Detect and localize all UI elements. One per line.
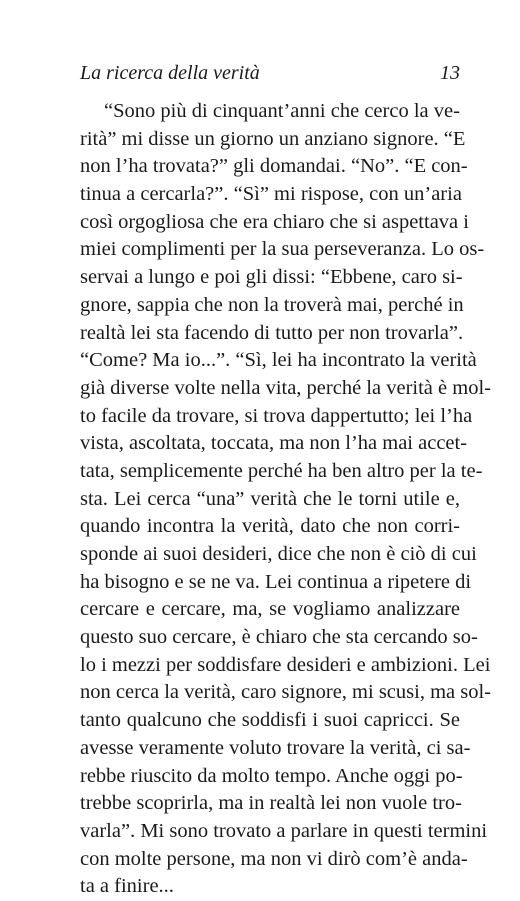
text-line: quando incontra la verità, dato che non corri- [80, 515, 460, 538]
text-line: “Sono più di cinquant’anni che cerco la ve- [104, 100, 460, 122]
text-line: trebbe scoprirla, ma in realtà lei non vuole tro- [80, 792, 462, 815]
text-line: sponde ai suoi desideri, dice che non è ciò di cui [80, 543, 477, 565]
text-line: così orgogliosa che era chiaro che si aspettava i [80, 210, 469, 233]
text-line: già diverse volte nella vita, perché la verità è mol- [80, 376, 491, 399]
text-line: ha bisogno e se ne va. Lei continua a ripetere di [80, 570, 472, 593]
text-line: rità” mi disse un giorno un anziano signore. “E [80, 127, 466, 150]
running-head [80, 60, 460, 86]
book-page [80, 0, 491, 898]
text-line: gnore, sappia che non la troverà mai, perché in [80, 293, 464, 316]
text-line: cercare e cercare, ma, se vogliamo analizzare [80, 598, 460, 621]
text-line: non l’ha trovata?” gli domandai. “No”. “E con- [80, 155, 468, 178]
text-line: questo suo cercare, è chiaro che sta cercando so- [80, 626, 478, 649]
text-line: non cerca la verità, caro signore, mi scusi, ma sol- [80, 681, 491, 704]
text-line: tanto qualcuno che soddisfi i suoi capricci. Se [80, 709, 460, 732]
text-line: con molte persone, ma non vi dirò com’è anda- [80, 847, 468, 870]
text-line: vista, ascoltata, toccata, ma non l’ha mai accet- [80, 432, 468, 455]
text-line: tinua a cercarla?”. “Sì” mi rispose, con un’aria [80, 183, 462, 206]
text-line: avesse veramente voluto trovare la verità, ci sa- [80, 736, 471, 759]
text-line: servai a lungo e poi gli dissi: “Ebbene, caro si- [80, 266, 463, 289]
text-line: “Come? Ma io...”. “Sì, lei ha incontrato la verità [80, 349, 477, 372]
text-line-last: ta a finire... [80, 875, 174, 898]
text-line: rebbe riuscito da molto tempo. Anche oggi po- [80, 764, 463, 787]
text-line: tata, semplicemente perché ha ben altro per la te- [80, 459, 483, 482]
body-paragraph [80, 98, 491, 901]
running-head-title: La ricerca della verità [80, 62, 260, 84]
text-line: realtà lei sta facendo di tutto per non trovarla”. [80, 321, 464, 344]
text-line: varla”. Mi sono trovato a parlare in questi termini [80, 819, 488, 842]
text-line: sta. Lei cerca “una” verità che le torni utile e, [80, 487, 460, 510]
page-number: 13 [440, 62, 460, 84]
text-line: lo i mezzi per soddisfare desideri e ambizioni. Lei [80, 653, 491, 676]
text-line: to facile da trovare, si trova dappertutto; lei l’ha [80, 404, 473, 427]
text-line: miei complimenti per la sua perseveranza. Lo os- [80, 238, 485, 261]
